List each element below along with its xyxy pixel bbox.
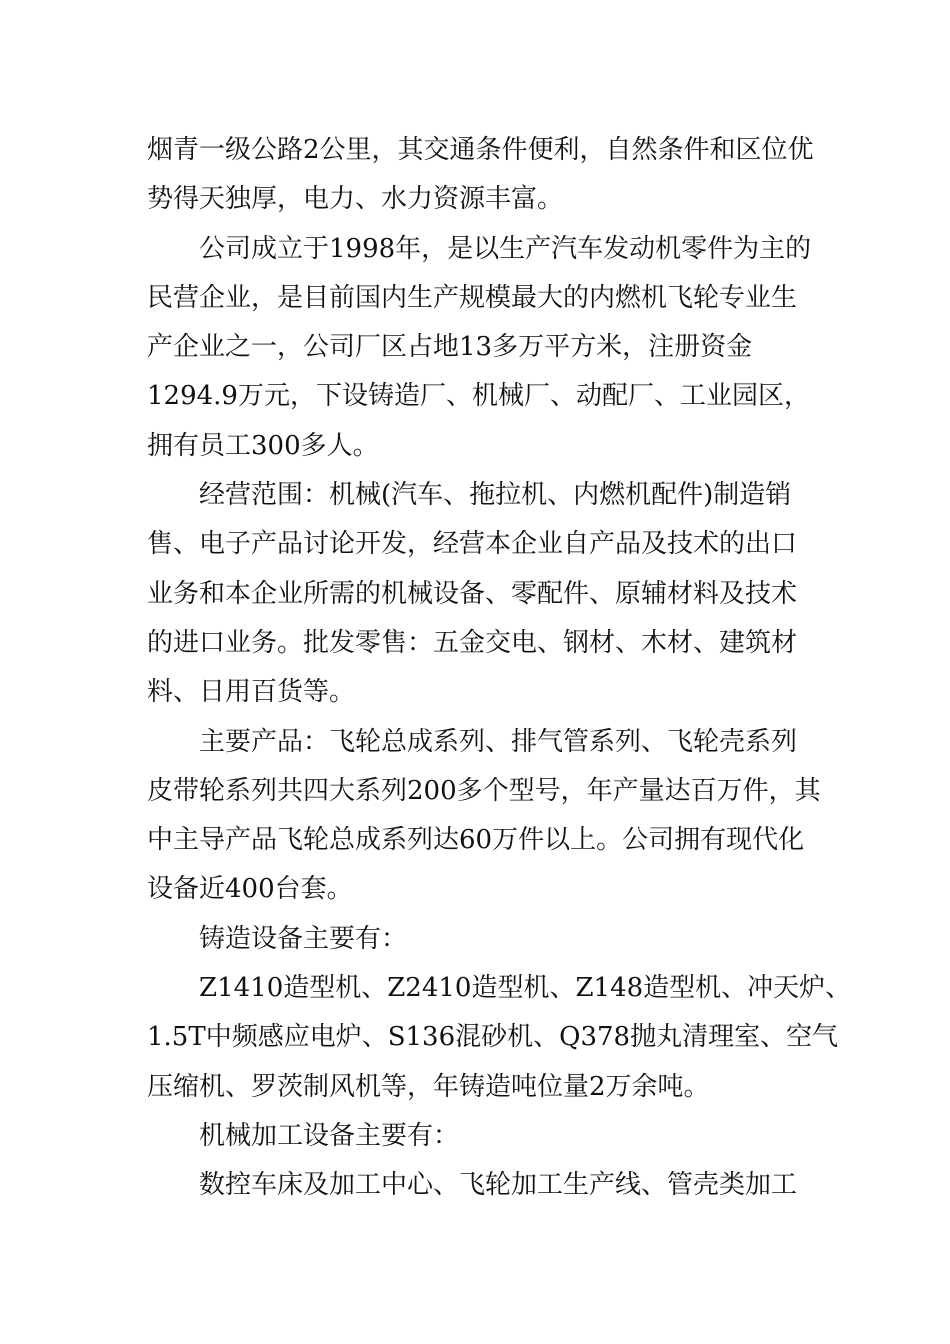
text-line: 业务和本企业所需的机械设备、零配件、原辅材料及技术	[147, 578, 798, 609]
text-line: 的进口业务。批发零售：五金交电、钢材、木材、建筑材	[147, 627, 798, 658]
text-line: Z1410造型机、Z2410造型机、Z148造型机、冲天炉、	[199, 973, 852, 1004]
document-body	[147, 126, 852, 1211]
heading-machining-equipment	[147, 1112, 837, 1161]
paragraph-casting-equipment	[147, 964, 852, 1112]
text-line: 公司成立于1998年，是以生产汽车发动机零件为主的	[199, 233, 812, 264]
text-line: 民营企业，是目前国内生产规模最大的内燃机飞轮专业生	[147, 282, 798, 313]
paragraph-main-products	[147, 718, 837, 915]
text-line: 数控车床及加工中心、飞轮加工生产线、管壳类加工	[199, 1170, 798, 1201]
paragraph-business-scope	[147, 471, 837, 717]
text-line: 皮带轮系列共四大系列200多个型号，年产量达百万件，其	[147, 775, 821, 806]
text-line: 压缩机、罗茨制风机等，年铸造吨位量2万余吨。	[147, 1071, 710, 1102]
text-line: 1.5T中频感应电炉、S136混砂机、Q378抛丸清理室、空气	[147, 1022, 839, 1053]
text-line: 料、日用百货等。	[147, 677, 356, 708]
text-line: 主要产品：飞轮总成系列、排气管系列、飞轮壳系列	[199, 726, 798, 757]
text-line: 中主导产品飞轮总成系列达60万件以上。公司拥有现代化	[147, 825, 805, 856]
text-line: 产企业之一，公司厂区占地13多万平方米，注册资金	[147, 332, 753, 363]
text-line: 设备近400台套。	[147, 874, 353, 905]
text-line: 机械加工设备主要有：	[199, 1120, 460, 1151]
text-line: 铸造设备主要有：	[199, 923, 408, 954]
text-line: 拥有员工300多人。	[147, 430, 379, 461]
text-line: 势得天独厚，电力、水力资源丰富。	[147, 184, 564, 215]
heading-casting-equipment	[147, 915, 837, 964]
paragraph-machining-equipment	[147, 1161, 837, 1210]
paragraph-location	[147, 126, 837, 225]
text-line: 经营范围：机械(汽车、拖拉机、内燃机配件)制造销	[199, 480, 792, 511]
text-line: 烟青一级公路2公里，其交通条件便利，自然条件和区位优	[147, 135, 814, 165]
paragraph-company-intro	[147, 225, 837, 471]
text-line: 售、电子产品讨论开发，经营本企业自产品及技术的出口	[147, 529, 798, 560]
text-line: 1294.9万元，下设铸造厂、机械厂、动配厂、工业园区，	[147, 381, 810, 412]
